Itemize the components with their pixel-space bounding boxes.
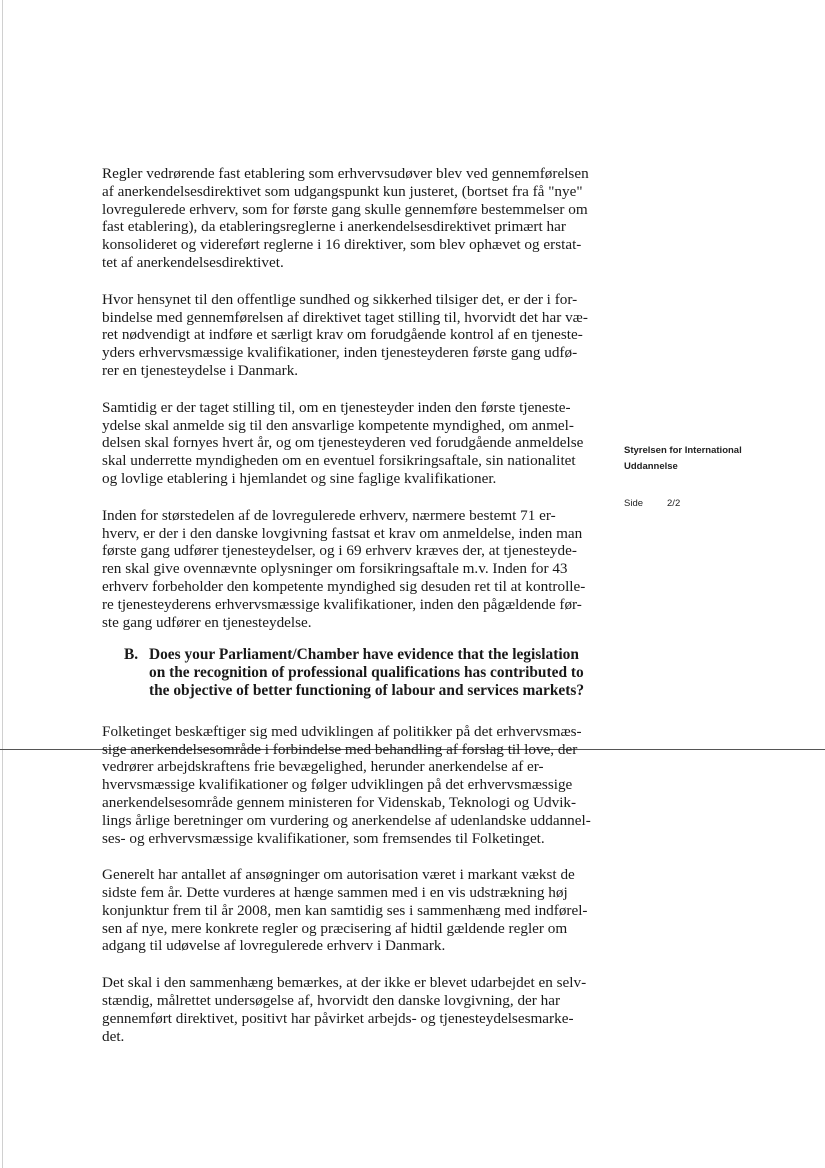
paragraph-1: Regler vedrørende fast etablering som erhvervsudøver blev ved gennemførelsen af anerkendelsesdirektivet som udgangspunkt kun justeret, (bortset fra få "nye" lovregulerede erhverv, som for første gang skulle gennemføre bestemmelser om fast etablering), da etableringsreglerne i anerkendelsesdirektivet primært har konsolideret og videreført reglerne i 16 direktiver, som blev ophævet og erstat- tet af anerkendelsesdirektivet.	[102, 165, 589, 271]
paragraph-2: Hvor hensynet til den offentlige sundhed og sikkerhed tilsiger det, er der i for- bindelse med gennemførelsen af direktivet taget stilling til, hvorvidt det har væ- ret nødvendigt at indføre et særligt krav om forudgående kontrol af en tjeneste- yders erhvervsmæssige kvalifikationer, inden tjenesteyderen første gang udfø- rer en tjenesteydelse i Danmark.	[102, 290, 588, 379]
page-number: 2/2	[667, 498, 681, 509]
page-label: Side	[624, 498, 644, 509]
organization-name: Styrelsen for International Uddannelse	[624, 445, 742, 472]
paragraph-4: Inden for størstedelen af de lovregulerede erhverv, nærmere bestemt 71 er- hverv, er der i den danske lovgivning fastsat et krav om anmeldelse, inden man første gang udfører tjenesteydelser, og i 69 erhverv kræves der, at tjenesteyde- ren skal give ovennævnte oplysninger om forsikringsaftale m.v. Inden for 43 erhverv forbeholder den kompetente myndighed sig desuden ret til at kontrolle- re tjenesteyderens erhvervsmæssige kvalifikationer, inden den pågældende før- ste gang udfører en tjenesteydelse.	[102, 506, 586, 631]
scan-edge-left	[2, 0, 3, 1168]
page-indicator	[624, 498, 804, 509]
paragraph-3: Samtidig er der taget stilling til, om en tjenesteyder inden den første tjeneste- ydelse skal anmelde sig til den ansvarlige kompetente myndighed, om anmel- delsen skal fornyes hvert år, og om tjenesteyderen ved forudgående anmeldelse skal underrette myndigheden om en eventuel forsikringsaftale, sin nationalitet og lovlige etablering i hjemlandet og sine faglige kvalifikationer.	[102, 398, 584, 487]
paragraph-5: Folketinget beskæftiger sig med udviklingen af politikker på det erhvervsmæs- sige anerkendelsesområde i forbindelse med behandling af forslag til love, der vedrører arbejdskraftens frie bevægelighed, herunder anerkendelse af er- hvervsmæssige kvalifikationer og følger udviklingen på det erhvervsmæssige anerkendelsesområde gennem ministeren for Videnskab, Teknologi og Udvik- lings årlige beretninger om vurdering og anerkendelse af udenlandske uddannel- ses- og erhvervsmæssige kvalifikationer, som fremsendes til Folketinget.	[102, 722, 591, 847]
paragraph-6: Generelt har antallet af ansøgninger om autorisation været i markant vækst de sidste fem år. Dette vurderes at hænge sammen med i en vis udstrækning høj konjunktur frem til år 2008, men kan samtidig ses i sammenhæng med indførel- sen af nye, mere konkrete regler og præcisering af hidtil gældende regler om adgang til udøvelse af lovregulerede erhverv i Danmark.	[102, 866, 588, 955]
sender-sidebar	[624, 443, 804, 509]
question-b: B. Does your Parliament/Chamber have evidence that the legislation on the recognition of professional qualifications has contributed to the objective of better functioning of labour and services markets?	[124, 646, 585, 699]
question-label: B.	[124, 646, 139, 664]
paragraph-7: Det skal i den sammenhæng bemærkes, at der ikke er blevet udarbejdet en selv- stændig, målrettet undersøgelse af, hvorvidt den danske lovgivning, der har gennemført direktivet, positivt har påvirket arbejds- og tjenesteydelsesmarke- det.	[102, 974, 587, 1045]
document-body	[102, 165, 594, 1064]
